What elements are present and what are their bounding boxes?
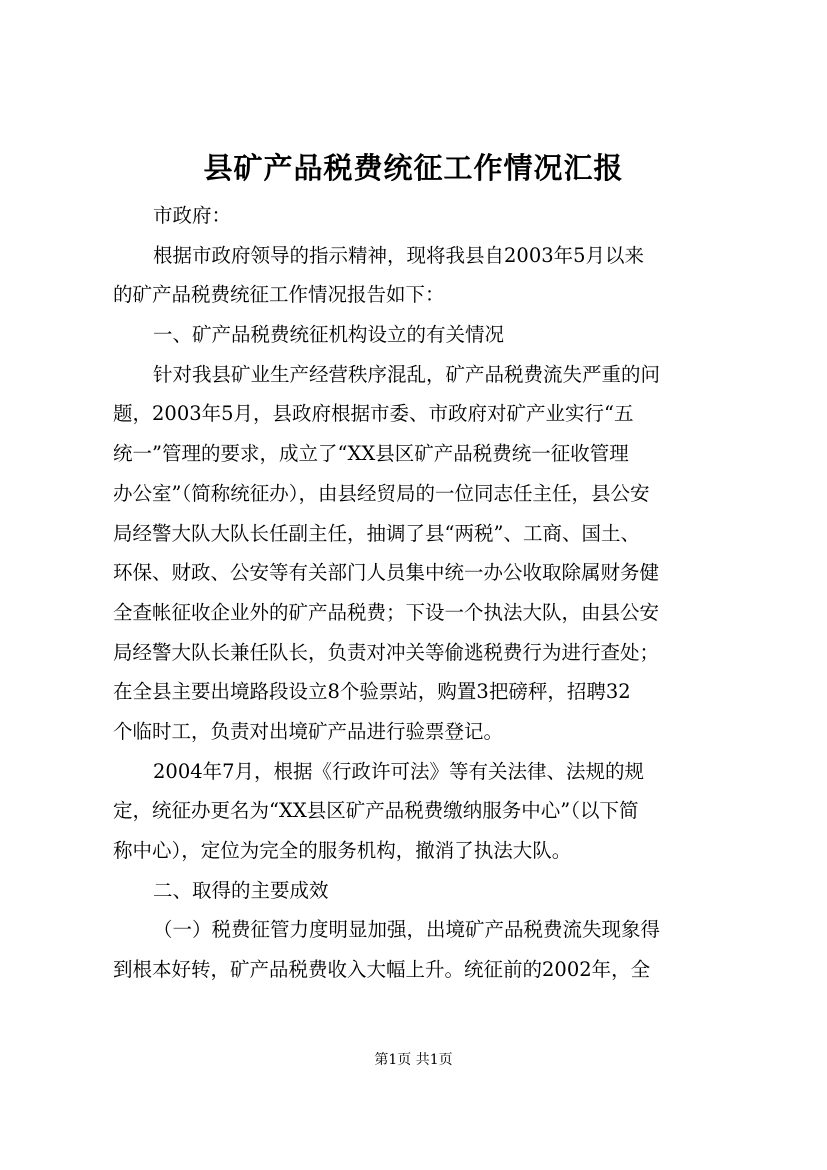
text-line: 环保、财政、公安等有关部门人员集中统一办公收取除属财务健: [113, 561, 660, 585]
text-line: 称中心），定位为完全的服务机构，撤消了执法大队。: [113, 839, 572, 862]
text-line: 市政府：: [153, 204, 232, 227]
text-line: 在全县主要出境路段设立8个验票站，购置3把磅秤，招聘32: [113, 680, 631, 704]
page-footer: 第1页 共1页: [374, 1052, 453, 1068]
text-line: 统一”管理的要求，成立了“XX县区矿产品税费统一征收管理: [113, 442, 629, 466]
text-line: 二、取得的主要成效: [153, 878, 329, 902]
text-line: 一、矿产品税费统征机构设立的有关情况: [153, 323, 505, 347]
text-line: 个临时工，负责对出境矿产品进行验票登记。: [113, 719, 504, 743]
text-line: （一）税费征管力度明显加强，出境矿产品税费流失现象得: [153, 918, 661, 942]
text-line: 针对我县矿业生产经营秩序混乱，矿产品税费流失严重的问: [153, 362, 661, 386]
document-title: 县矿产品税费统征工作情况汇报: [203, 151, 624, 185]
text-line: 办公室”（简称统征办），由县经贸局的一位同志任主任，县公安: [113, 481, 650, 505]
text-line: 局经警大队大队长任副主任，抽调了县“两税”、工商、国土、: [113, 521, 640, 545]
text-line: 根据市政府领导的指示精神，现将我县自2003年5月以来: [153, 243, 645, 267]
text-line: 局经警大队长兼任队长，负责对冲关等偷逃税费行为进行查处；: [113, 640, 660, 664]
text-line: 的矿产品税费统征工作情况报告如下：: [113, 283, 445, 307]
text-line: 全查帐征收企业外的矿产品税费；下设一个执法大队，由县公安: [113, 600, 660, 624]
document-body: [113, 196, 725, 990]
text-line: 2004年7月，根据《行政许可法》等有关法律、法规的规: [153, 759, 645, 783]
text-line: 题，2003年5月，县政府根据市委、市政府对矿产业实行“五: [113, 402, 634, 426]
text-line: 定，统征办更名为“XX县区矿产品税费缴纳服务中心”（以下简: [113, 799, 639, 823]
text-line: 到根本好转，矿产品税费收入大幅上升。统征前的2002年，全: [113, 958, 651, 982]
